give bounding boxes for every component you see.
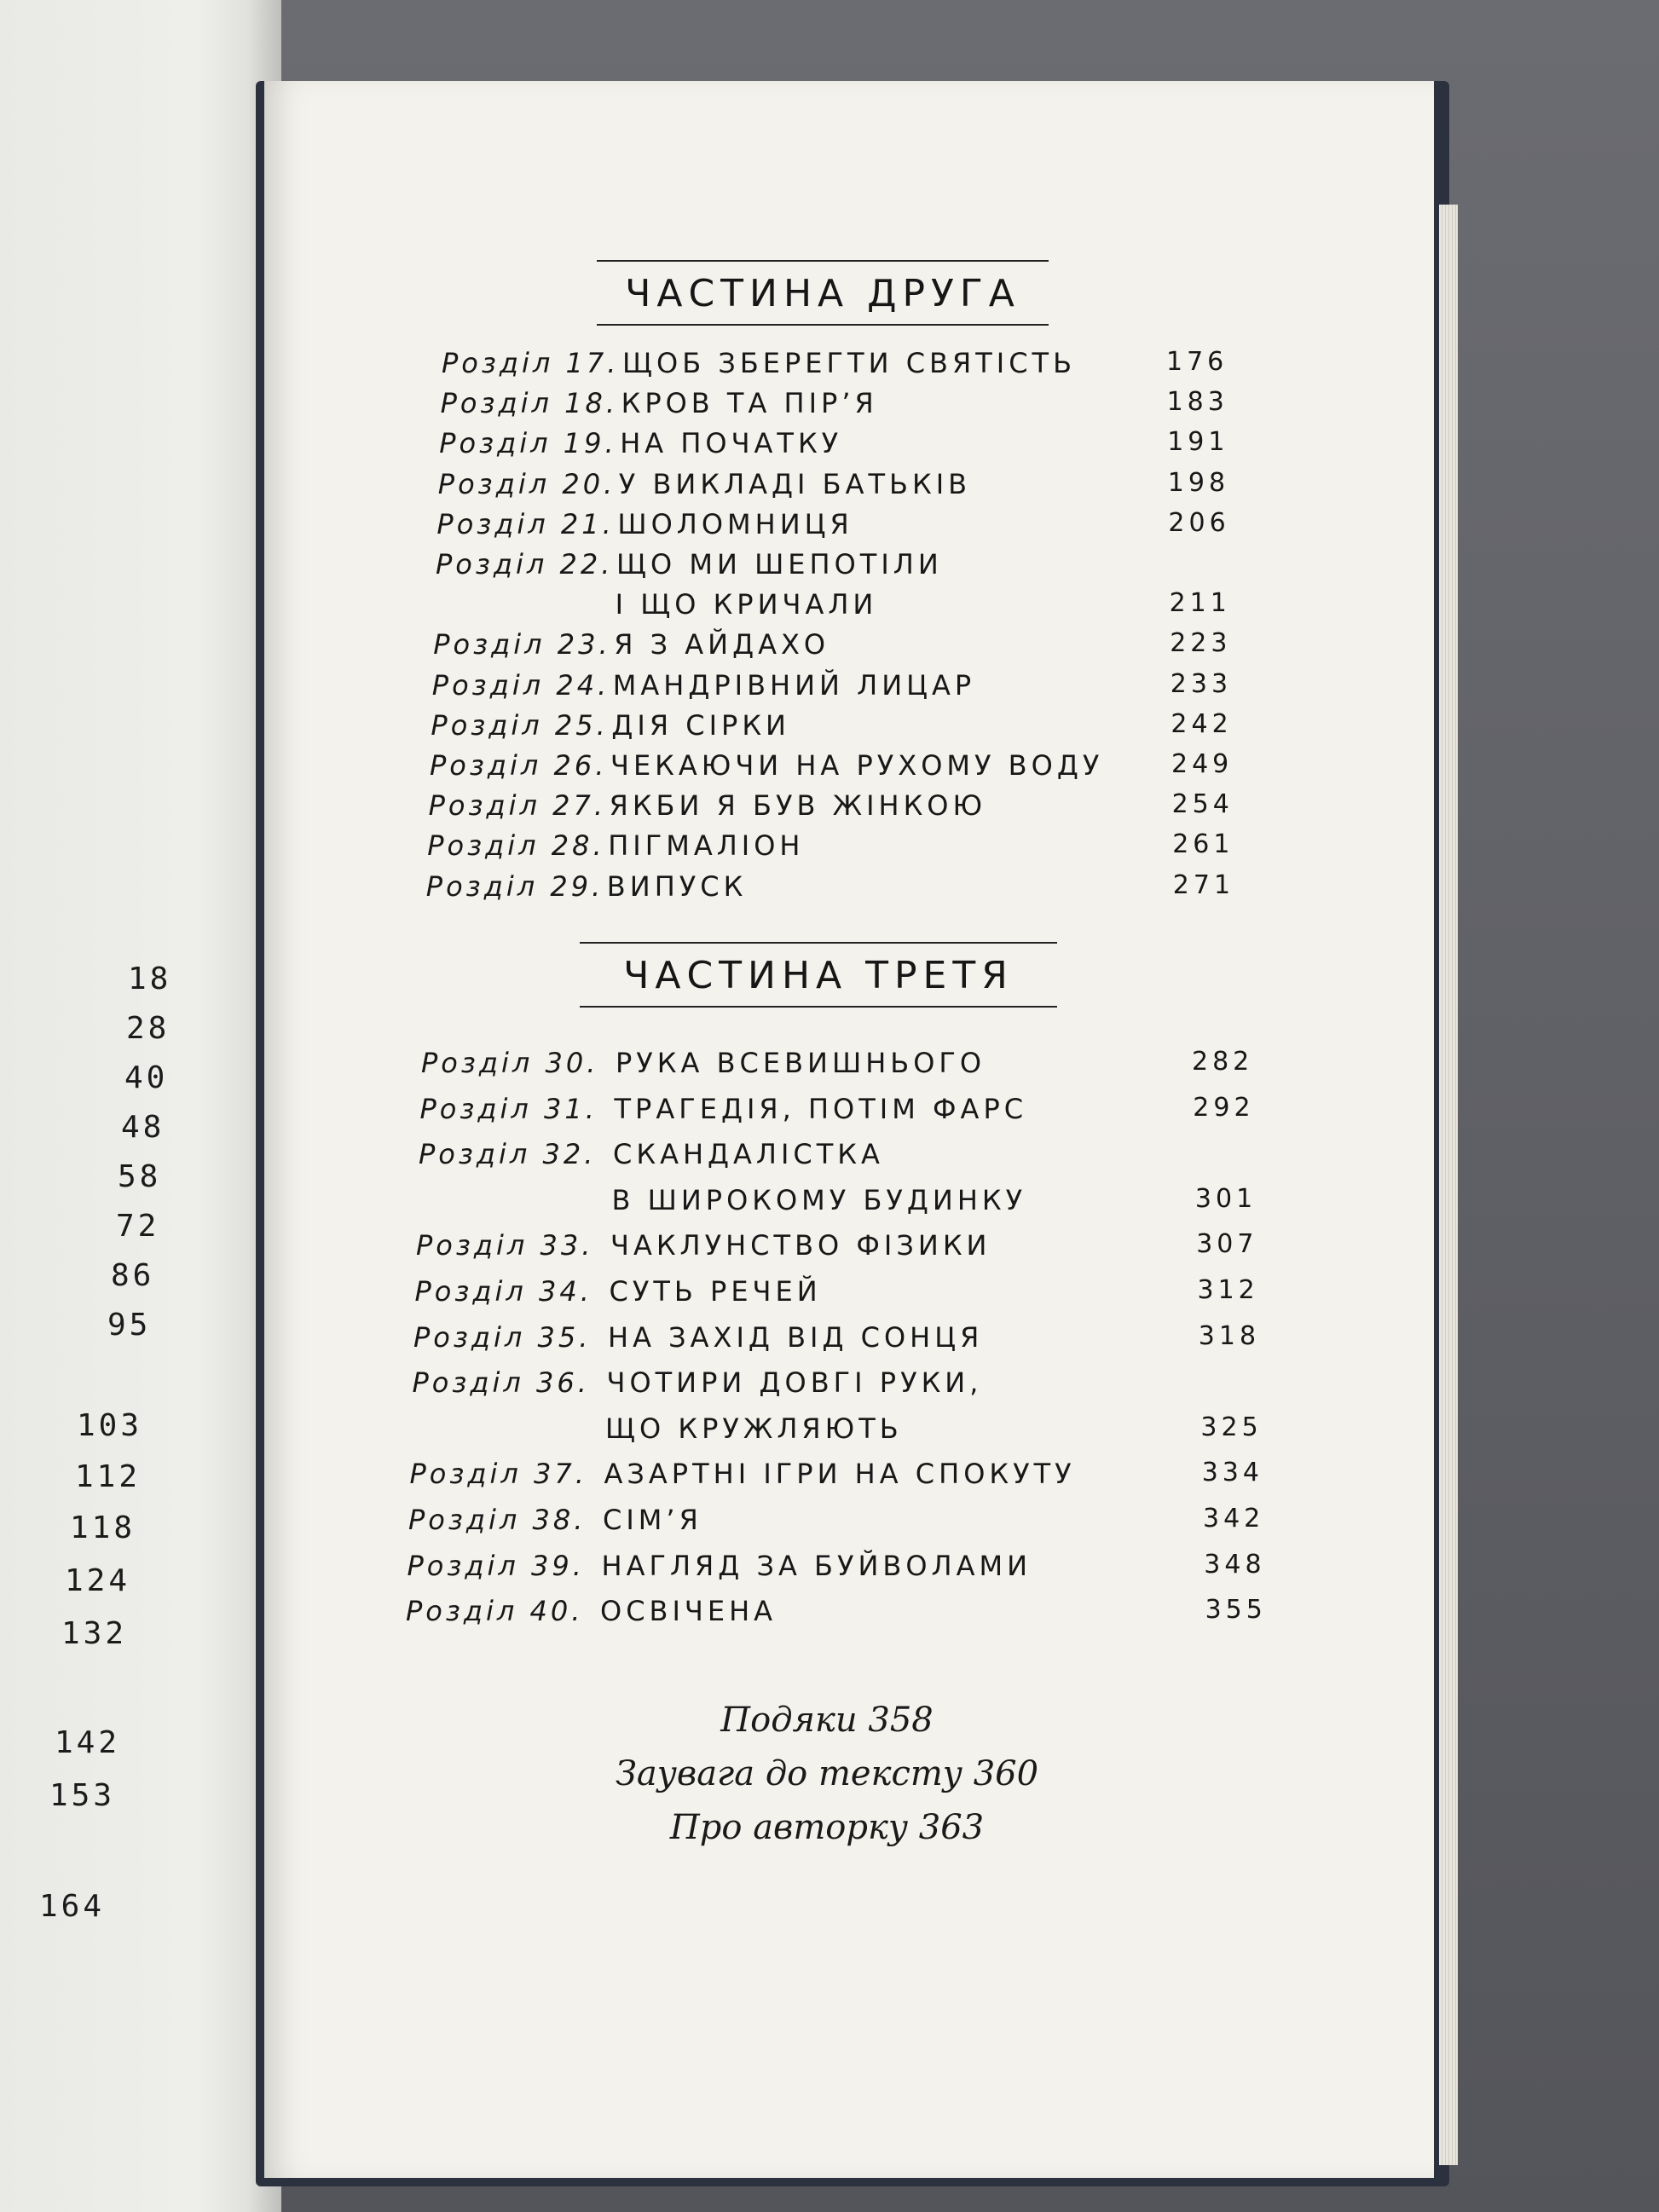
chapter-title: ВИПУСК xyxy=(606,869,748,903)
part-two-title-text: ЧАСТИНА ДРУГА xyxy=(625,272,1020,315)
chapter-entry xyxy=(0,548,1659,621)
chapter-page-number: 191 xyxy=(1167,427,1229,458)
chapter-title: ДІЯ СІРКИ xyxy=(611,708,790,742)
left-page-number: 103 xyxy=(77,1408,143,1443)
left-page-number: 118 xyxy=(70,1510,136,1545)
chapter-page-number: 348 xyxy=(1204,1549,1266,1580)
chapter-entry xyxy=(0,829,1659,867)
chapter-page-number: 223 xyxy=(1170,628,1232,659)
chapter-title: ЯКБИ Я БУВ ЖІНКОЮ xyxy=(609,789,987,823)
chapter-entry xyxy=(0,468,1659,505)
left-page-number: 153 xyxy=(49,1778,116,1813)
chapter-title-continued: ЩО КРУЖЛЯЮТЬ xyxy=(605,1412,903,1445)
chapter-label: Розділ 19. xyxy=(439,427,617,460)
chapter-title: АЗАРТНІ ІГРИ НА СПОКУТУ xyxy=(604,1458,1076,1491)
chapter-entry xyxy=(0,789,1659,827)
chapter-page-number: 325 xyxy=(1200,1412,1263,1442)
chapter-title: У ВИКЛАДІ БАТЬКІВ xyxy=(618,467,972,500)
chapter-label: Розділ 36. xyxy=(412,1366,590,1400)
chapter-label: Розділ 27. xyxy=(428,789,607,823)
left-page-number: 48 xyxy=(121,1110,165,1145)
chapter-label: Розділ 28. xyxy=(427,829,605,863)
chapter-title: РУКА ВСЕВИШНЬОГО xyxy=(616,1047,986,1079)
chapter-page-number: 211 xyxy=(1169,588,1231,619)
chapter-page-number: 183 xyxy=(1166,387,1228,418)
chapter-label: Розділ 17. xyxy=(442,347,620,379)
chapter-entry xyxy=(0,1458,1659,1495)
chapter-title: НА ЗАХІД ВІД СОНЦЯ xyxy=(608,1320,984,1354)
part-three-rule-bottom xyxy=(580,1006,1057,1008)
chapter-title: СІМ’Я xyxy=(603,1504,702,1536)
chapter-title: НАГЛЯД ЗА БУЙВОЛАМИ xyxy=(601,1549,1032,1582)
chapter-page-number: 301 xyxy=(1194,1183,1257,1214)
chapter-label: Розділ 23. xyxy=(433,628,611,661)
chapter-label: Розділ 24. xyxy=(431,668,610,702)
left-page-number: 124 xyxy=(65,1563,131,1598)
chapter-entry xyxy=(0,1321,1659,1359)
chapter-label: Розділ 25. xyxy=(431,708,609,742)
chapter-page-number: 261 xyxy=(1172,829,1234,860)
chapter-label: Розділ 35. xyxy=(413,1320,592,1354)
chapter-label: Розділ 32. xyxy=(419,1138,597,1171)
chapter-page-number: 206 xyxy=(1168,507,1230,538)
left-page-number: 112 xyxy=(75,1459,142,1494)
chapter-page-number: 271 xyxy=(1172,869,1235,900)
chapter-entry xyxy=(0,870,1659,908)
left-page-number: 95 xyxy=(107,1308,152,1343)
chapter-page-number: 233 xyxy=(1170,668,1233,699)
chapter-entry xyxy=(0,1504,1659,1541)
chapter-title-continued: І ЩО КРИЧАЛИ xyxy=(615,588,878,621)
chapter-entry xyxy=(0,508,1659,546)
left-page-number: 72 xyxy=(116,1209,160,1244)
left-page-number: 28 xyxy=(126,1011,171,1046)
chapter-title: ШОЛОМНИЦЯ xyxy=(617,507,853,540)
chapter-entry xyxy=(0,749,1659,787)
chapter-title: МАНДРІВНИЙ ЛИЦАР xyxy=(612,668,976,702)
text-note-entry: Заувага до тексту 360 xyxy=(615,1754,1039,1793)
left-page-number: 18 xyxy=(128,962,172,996)
chapter-page-number: 342 xyxy=(1203,1504,1265,1533)
chapter-label: Розділ 40. xyxy=(406,1595,584,1628)
part-two-rule-bottom xyxy=(597,324,1049,326)
part-three-rule-top xyxy=(580,942,1057,944)
chapter-entry xyxy=(0,387,1659,424)
chapter-entry xyxy=(0,669,1659,707)
chapter-entry xyxy=(0,1275,1659,1313)
chapter-title: ОСВІЧЕНА xyxy=(600,1595,777,1628)
chapter-label: Розділ 33. xyxy=(416,1229,594,1262)
chapter-label: Розділ 37. xyxy=(409,1458,587,1491)
part-three-title xyxy=(580,942,1057,1002)
chapter-entry xyxy=(0,1229,1659,1267)
chapter-label: Розділ 22. xyxy=(436,548,614,580)
chapter-label: Розділ 34. xyxy=(414,1275,592,1308)
chapter-entry xyxy=(0,1093,1659,1130)
left-page-number: 86 xyxy=(111,1258,155,1293)
chapter-title: ПІГМАЛІОН xyxy=(608,829,805,863)
chapter-page-number: 307 xyxy=(1196,1229,1258,1260)
chapter-entry xyxy=(0,1595,1659,1632)
chapter-entry xyxy=(0,709,1659,747)
chapter-page-number: 292 xyxy=(1193,1092,1255,1123)
chapter-label: Розділ 29. xyxy=(425,869,604,903)
part-two-rule-top xyxy=(597,260,1049,262)
chapter-title: СКАНДАЛІСТКА xyxy=(613,1138,884,1171)
about-author-entry: Про авторку 363 xyxy=(669,1808,985,1847)
acknowledgements-entry: Подяки 358 xyxy=(720,1701,934,1740)
chapter-title: ТРАГЕДІЯ, ПОТІМ ФАРС xyxy=(614,1092,1028,1125)
left-page-number: 142 xyxy=(55,1725,121,1760)
chapter-label: Розділ 39. xyxy=(407,1549,585,1582)
chapter-page-number: 318 xyxy=(1198,1320,1261,1351)
left-page-number: 40 xyxy=(124,1060,169,1095)
chapter-label: Розділ 38. xyxy=(408,1504,587,1536)
chapter-entry xyxy=(0,628,1659,666)
part-two-title xyxy=(597,260,1049,321)
chapter-label: Розділ 30. xyxy=(421,1047,599,1079)
chapter-title: НА ПОЧАТКУ xyxy=(620,427,843,460)
chapter-entry xyxy=(0,1047,1659,1084)
chapter-page-number: 282 xyxy=(1192,1047,1254,1077)
chapter-label: Розділ 20. xyxy=(437,467,616,500)
left-page-number: 132 xyxy=(61,1616,128,1651)
chapter-title: ЩОБ ЗБЕРЕГТИ СВЯТІСТЬ xyxy=(622,347,1077,379)
chapter-page-number: 242 xyxy=(1171,708,1233,739)
chapter-label: Розділ 31. xyxy=(419,1092,598,1125)
chapter-title: КРОВ ТА ПІР’Я xyxy=(621,387,878,420)
left-page-number: 58 xyxy=(118,1159,162,1194)
chapter-page-number: 334 xyxy=(1201,1458,1263,1488)
chapter-title: ЩО МИ ШЕПОТІЛИ xyxy=(616,548,943,580)
chapter-page-number: 249 xyxy=(1171,749,1234,779)
chapter-entry xyxy=(0,427,1659,465)
chapter-page-number: 355 xyxy=(1205,1595,1267,1626)
chapter-title: ЧАКЛУНСТВО ФІЗИКИ xyxy=(610,1229,991,1262)
chapter-label: Розділ 21. xyxy=(436,507,615,540)
chapter-label: Розділ 18. xyxy=(440,387,619,420)
chapter-label: Розділ 26. xyxy=(430,749,608,782)
chapter-title-continued: В ШИРОКОМУ БУДИНКУ xyxy=(611,1183,1027,1216)
chapter-title: Я З АЙДАХО xyxy=(614,628,830,661)
chapter-page-number: 176 xyxy=(1166,347,1228,377)
chapter-entry xyxy=(0,347,1659,384)
chapter-title: ЧОТИРИ ДОВГІ РУКИ, xyxy=(606,1366,983,1400)
chapter-entry xyxy=(0,1550,1659,1587)
chapter-page-number: 312 xyxy=(1197,1275,1259,1305)
chapter-page-number: 254 xyxy=(1171,789,1234,820)
left-page-number: 164 xyxy=(39,1889,106,1924)
chapter-title: СУТЬ РЕЧЕЙ xyxy=(609,1275,822,1308)
chapter-page-number: 198 xyxy=(1167,467,1230,498)
chapter-title: ЧЕКАЮЧИ НА РУХОМУ ВОДУ xyxy=(610,749,1104,782)
part-three-title-text: ЧАСТИНА ТРЕТЯ xyxy=(623,954,1014,997)
